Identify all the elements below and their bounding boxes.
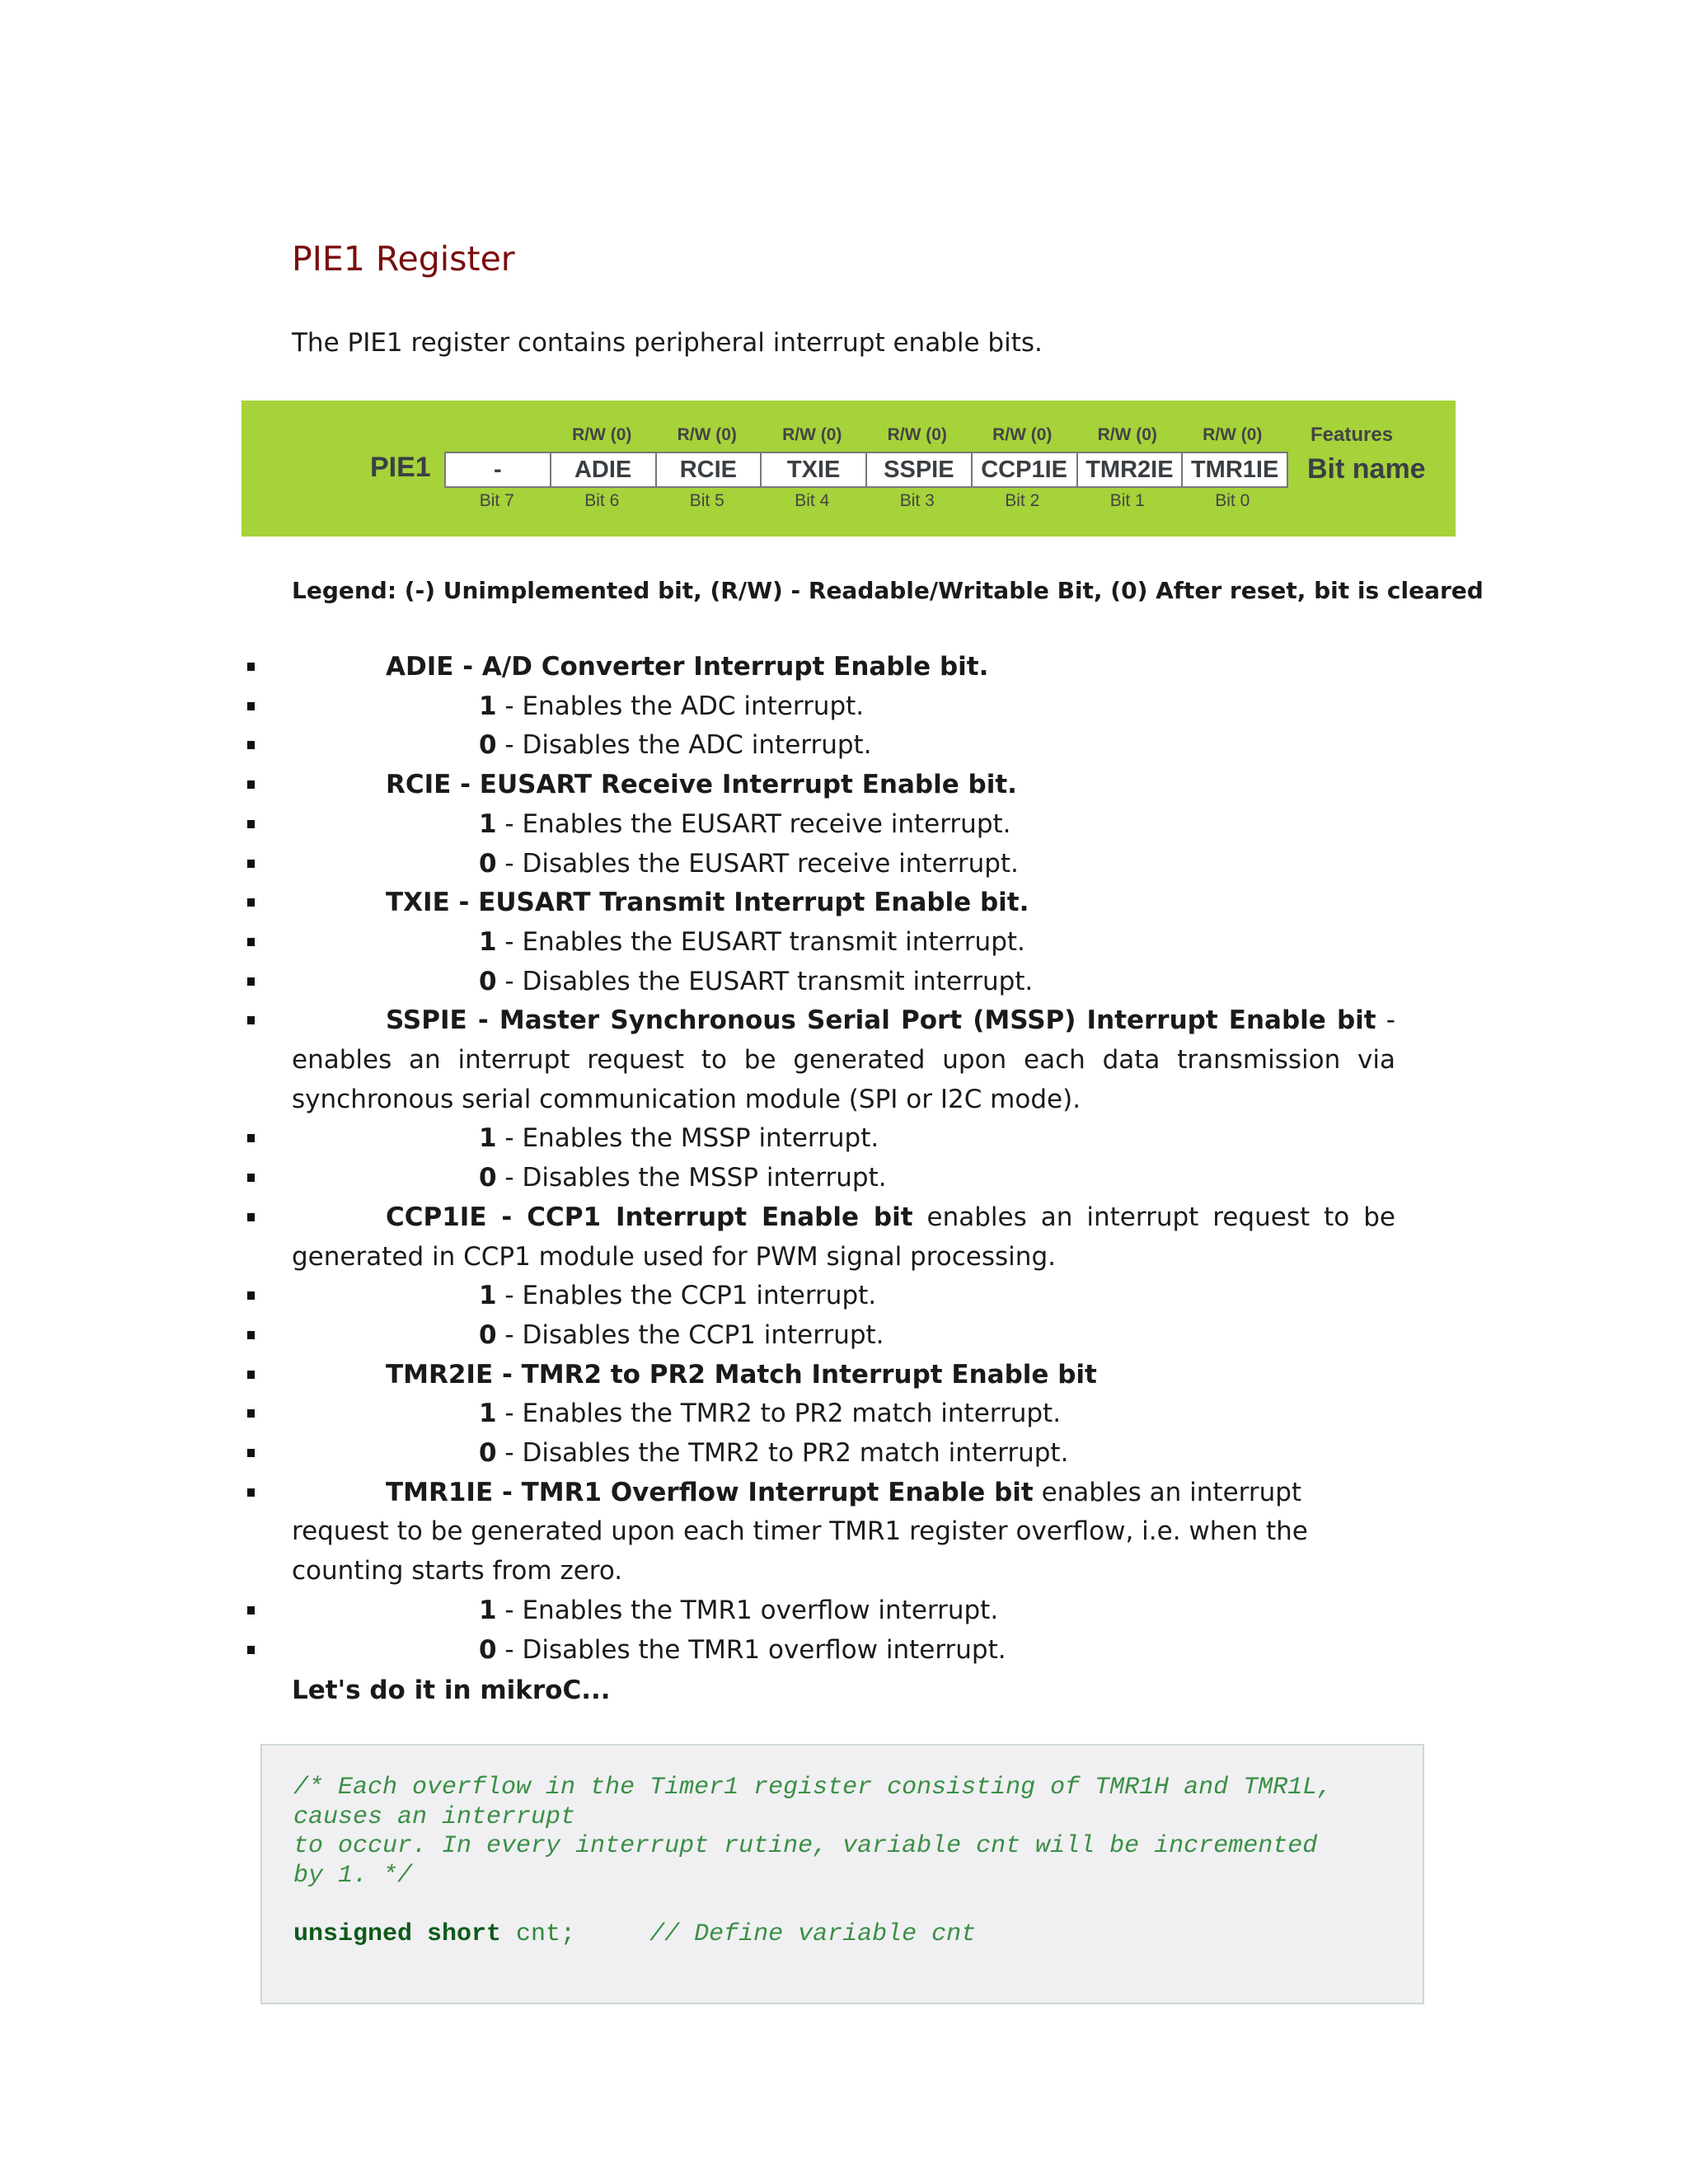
bit-heading: SSPIE - Master Synchronous Serial Port (MSSP) Interrupt Enable bit	[386, 1005, 1376, 1036]
bit-heading: RCIE - EUSART Receive Interrupt Enable bit.	[386, 770, 1017, 800]
rw-label-bit6: R/W (0)	[572, 425, 632, 444]
list-item: 0 - Disables the EUSART receive interrupt.	[247, 845, 1395, 884]
list-item: 0 - Disables the EUSART transmit interrupt.	[247, 963, 1395, 1002]
code-listing	[293, 1774, 1332, 1949]
code-inline-comment: // Define variable cnt	[575, 1919, 977, 1948]
list-item	[247, 883, 1395, 923]
bit-number-3: Bit 3	[899, 491, 935, 510]
list-item	[247, 1356, 1395, 1395]
code-keyword: unsigned short	[293, 1919, 502, 1948]
list-item: 0 - Disables the TMR1 overflow interrupt.	[247, 1631, 1395, 1671]
bit-heading: CCP1IE - CCP1 Interrupt Enable bit	[386, 1202, 913, 1232]
intro-text: The PIE1 register contains peripheral interrupt enable bits.	[292, 328, 1043, 358]
list-item: 1 - Enables the EUSART receive interrupt.	[247, 805, 1395, 845]
rw-row	[444, 425, 1285, 445]
bit-number-4: Bit 4	[795, 491, 830, 510]
bit-heading: ADIE - A/D Converter Interrupt Enable bit.	[386, 652, 989, 682]
page-title: PIE1 Register	[292, 239, 515, 279]
list-item	[247, 648, 1395, 687]
code-comment-line: by 1. */	[293, 1861, 413, 1890]
bit-name-label: Bit name	[1307, 453, 1426, 485]
bit-description-list	[247, 648, 1395, 1670]
code-comment-line: /* Each overflow in the Timer1 register consisting of TMR1H and TMR1L,	[293, 1774, 1333, 1802]
list-item: 0 - Disables the ADC interrupt.	[247, 726, 1395, 766]
bit-cell-7: -	[446, 453, 551, 486]
rw-label-bit1: R/W (0)	[1097, 425, 1157, 444]
rw-label-bit7	[444, 425, 550, 445]
rw-label-bit5: R/W (0)	[677, 425, 737, 444]
list-item: 1 - Enables the TMR2 to PR2 match interrupt.	[247, 1394, 1395, 1434]
list-item: 0 - Disables the CCP1 interrupt.	[247, 1316, 1395, 1356]
pie1-register-diagram	[241, 401, 1456, 537]
rw-label-bit2: R/W (0)	[992, 425, 1053, 444]
bit-cell-5: RCIE	[657, 453, 762, 486]
bit-heading: TXIE - EUSART Transmit Interrupt Enable bit.	[386, 888, 1029, 918]
list-item: 1 - Enables the TMR1 overflow interrupt.	[247, 1591, 1395, 1631]
bit-number-6: Bit 6	[584, 491, 620, 510]
list-item: 1 - Enables the CCP1 interrupt.	[247, 1277, 1395, 1316]
bit-cell-1: TMR2IE	[1078, 453, 1184, 486]
bit-cell-0: TMR1IE	[1190, 456, 1279, 483]
bit-heading: TMR2IE - TMR2 to PR2 Match Interrupt Enable bit	[386, 1359, 1097, 1390]
list-item: 1 - Enables the ADC interrupt.	[247, 687, 1395, 727]
bit-heading: TMR1IE - TMR1 Overflow Interrupt Enable bit	[386, 1477, 1034, 1507]
section-heading: Let's do it in mikroC...	[292, 1675, 611, 1705]
bit-number-row	[444, 491, 1285, 511]
rw-label-bit0: R/W (0)	[1203, 425, 1263, 444]
register-name: PIE1	[370, 452, 431, 483]
bit-number-2: Bit 2	[1005, 491, 1040, 510]
code-declaration: cnt;	[501, 1919, 576, 1948]
list-item: 0 - Disables the MSSP interrupt.	[247, 1159, 1395, 1198]
bit-cell-6: ADIE	[551, 453, 657, 486]
bit-cell-2: CCP1IE	[973, 453, 1078, 486]
code-comment-line: to occur. In every interrupt rutine, variable cnt will be incremented	[293, 1832, 1318, 1860]
list-item: 0 - Disables the TMR2 to PR2 match interrupt.	[247, 1434, 1395, 1474]
code-block	[260, 1744, 1424, 2004]
bit-number-1: Bit 1	[1109, 491, 1145, 510]
bit-cell-3: SSPIE	[867, 453, 973, 486]
legend-text: Legend: (-) Unimplemented bit, (R/W) - Readable/Writable Bit, (0) After reset, bit is cleared	[292, 577, 1484, 604]
list-item: CCP1IE - CCP1 Interrupt Enable bit enables an interrupt request to be generated in CCP1 module used for PWM signal processing.	[247, 1198, 1395, 1277]
rw-label-bit4: R/W (0)	[782, 425, 842, 444]
list-item: SSPIE - Master Synchronous Serial Port (MSSP) Interrupt Enable bit - enables an interrupt request to be generated upon each data transmission via synchronous serial communication module (SPI or I2C mode).	[247, 1001, 1395, 1119]
bit-cells-row	[444, 452, 1288, 488]
list-item: TMR1IE - TMR1 Overflow Interrupt Enable bit enables an interrupt request to be generated upon each timer TMR1 register overflow, i.e. when the counting starts from zero.	[247, 1474, 1395, 1591]
list-item: 1 - Enables the EUSART transmit interrupt.	[247, 923, 1395, 963]
bit-cell-4: TXIE	[762, 453, 867, 486]
code-comment-line: causes an interrupt	[293, 1802, 576, 1831]
features-label: Features	[1311, 424, 1394, 446]
bit-number-0: Bit 0	[1215, 491, 1250, 510]
bit-number-5: Bit 5	[689, 491, 724, 510]
bit-number-7: Bit 7	[479, 491, 514, 510]
list-item	[247, 766, 1395, 805]
rw-label-bit3: R/W (0)	[887, 425, 947, 444]
list-item: 1 - Enables the MSSP interrupt.	[247, 1119, 1395, 1159]
